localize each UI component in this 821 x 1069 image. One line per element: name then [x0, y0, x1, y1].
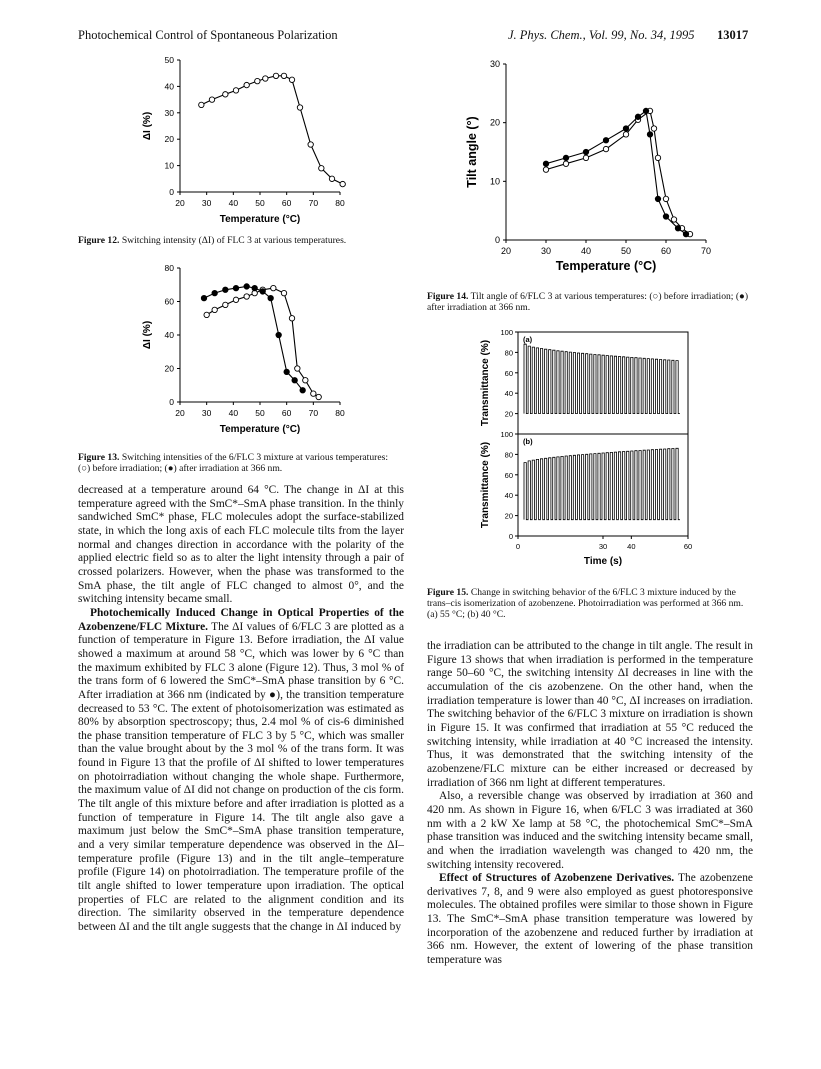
- data-point: [263, 76, 268, 81]
- data-point: [289, 316, 294, 321]
- paragraph: Photochemically Induced Change in Optical Properties of the Azobenzene/FLC Mixture. The ΔI values of 6/FLC 3 are plotted as a function of temperature in Figure 13. Before irradiation, the ΔI value showed a maximum at around 58 °C, which was lower by 6 °C than the maximum exhibited by FLC 3 alone (Figure 12). Thus, 3 mol % of the trans form of 6 lowered the SmC*–SmA phase transition by 6 °C. After irradiation at 366 nm (indicated by ●), the transition temperature decreased to 53 °C. The extent of photoisomerization was estimated as 80% by absorption spectroscopy; thus, 2.4 mol % of cis-6 diminished the phase transition temperature of FLC 3 by 5 °C, which was smaller than the value brought about by the 3 mol % of the trans form. It was found in Figure 13 that the profile of ΔI shifted to lower temperatures on photoirradiation without changing the whole shape. Furthermore, the maximum value of ΔI did not change on production of the cis form. The tilt angle of this mixture before and after irradiation is plotted as a function of temperature in Figure 14. The tilt angle also gave a maximum just below the SmC*–SmA phase transition temperature, and a very similar temperature dependence was observed in the ΔI–temperature profile (Figure 13) and in the tilt angle–temperature profile (Figure 14) on photoirradiation. The temperature profile of the tilt angle shifted to lower temperature upon irradiation. The optical properties of FLC are related to the alignment condition and its direction. The similarity observed in the temperature dependence between ΔI and the tilt angle suggests that the change in ΔI induced by: [78, 606, 405, 933]
- y-axis-label: Tilt angle (°): [465, 116, 479, 188]
- data-point: [329, 176, 334, 181]
- y-tick-label: 40: [504, 491, 513, 501]
- data-point: [271, 285, 276, 290]
- transmittance-trace: [524, 344, 680, 413]
- data-point: [276, 332, 281, 337]
- y-tick-label: 20: [489, 117, 500, 128]
- paragraph: decreased at a temperature around 64 °C. The change in ΔI at this temperature agreed with the SmC*–SmA phase transition. In the thinly sandwiched SmC* phase, FLC molecules adopt the surface-stabilized state, in which the long axis of each FLC molecule tilts from the layer normal and changes direction in accordance with the polarity of the applied electric field so as to alter the light intensity through a pair of crossed polarizers. However, when the phase was transformed to the SmA phase, the tilt angle of FLC changed to almost 0°, and the switching intensity became small.: [78, 484, 404, 606]
- x-tick-label: 70: [308, 408, 319, 418]
- data-point: [297, 105, 302, 110]
- figure-15-caption: Figure 15. Change in switching behavior of the 6/FLC 3 mixture induced by the trans–cis isomerization of azobenzene. Photoirradiation was performed at 366 nm. (a) 55 °C; (b) 40 °C.: [427, 587, 744, 621]
- y-tick-label: 20: [164, 134, 174, 145]
- data-point: [303, 378, 308, 383]
- figure-12-caption: Figure 12. Switching intensity (ΔI) of FLC 3 at various temperatures.: [78, 235, 347, 246]
- x-axis-label: Time (s): [583, 556, 623, 567]
- y-tick-label: 20: [164, 363, 174, 374]
- data-point: [273, 73, 278, 78]
- figure-13-caption: Figure 13. Switching intensities of the 6/FLC 3 mixture at various temperatures: (○) before irradiation; (●) after irradiation at 366 nm.: [78, 452, 388, 475]
- y-axis-label: Transmittance (%): [480, 441, 491, 529]
- y-axis-label: Transmittance (%): [480, 339, 491, 427]
- x-tick-label: 70: [700, 246, 712, 256]
- body-right-column: [427, 640, 753, 968]
- y-tick-label: 100: [500, 430, 513, 439]
- data-point: [223, 287, 228, 292]
- data-point: [340, 181, 345, 186]
- y-tick-label: 40: [164, 330, 174, 340]
- data-point: [199, 102, 204, 107]
- y-tick-label: 80: [164, 263, 174, 273]
- paragraph: the irradiation can be attributed to the change in tilt angle. The result in Figure 13 shows that when irradiation is performed in the temperature range 50–60 °C, the switching intensity ΔI decreases in line with the accumulation of the cis azobenzene. On the other hand, when the irradiation temperature is lower than 40 °C, ΔI increases on irradiation. The switching behavior of the 6/FLC 3 mixture on irradiation is shown in Figure 15. It was confirmed that irradiation at 55 °C reduced the switching intensity, while irradiation at 40 °C increased the intensity. Thus, it was demonstrated that the switching intensity of the azobenzene/FLC mixture can be either increased or decreased by irradiation of 366 nm light at different temperatures.: [427, 640, 753, 789]
- y-tick-label: 0: [508, 532, 513, 541]
- data-point: [233, 88, 238, 93]
- data-point: [204, 312, 209, 317]
- figure-14-caption: Figure 14. Tilt angle of 6/FLC 3 at various temperatures: (○) before irradiation; (●) after irradiation at 366 nm.: [427, 291, 749, 314]
- x-tick-label: 30: [540, 246, 552, 256]
- running-head: Photochemical Control of Spontaneous Polarization: [78, 28, 338, 42]
- data-point: [583, 149, 588, 154]
- x-axis-label: Temperature (°C): [219, 214, 301, 225]
- data-point: [311, 391, 316, 396]
- x-tick-label: 40: [228, 198, 239, 208]
- y-tick-label: 30: [489, 59, 500, 69]
- y-tick-label: 30: [164, 107, 174, 118]
- panel-label: (b): [523, 437, 533, 446]
- data-point: [212, 290, 217, 295]
- figure-15-chart: [470, 324, 720, 582]
- data-point: [316, 394, 321, 399]
- figure-13-chart: [130, 262, 370, 446]
- data-point: [244, 82, 249, 87]
- y-tick-label: 50: [164, 55, 174, 65]
- data-point: [603, 146, 608, 151]
- data-point: [281, 73, 286, 78]
- data-point: [244, 294, 249, 299]
- y-tick-label: 40: [504, 389, 513, 399]
- data-point: [300, 388, 305, 393]
- data-point: [543, 167, 548, 172]
- x-tick-label: 50: [620, 246, 632, 256]
- y-tick-label: 40: [164, 81, 174, 92]
- x-tick-label: 60: [281, 408, 292, 418]
- x-tick-label: 80: [335, 408, 345, 418]
- data-point: [233, 285, 238, 290]
- data-point: [284, 369, 289, 374]
- x-tick-label: 30: [201, 408, 212, 418]
- data-point: [635, 114, 640, 119]
- x-tick-label: 20: [500, 246, 512, 256]
- x-tick-label: 70: [308, 198, 319, 208]
- y-tick-label: 80: [504, 450, 513, 460]
- data-point: [663, 196, 668, 201]
- y-tick-label: 80: [504, 348, 513, 358]
- data-point: [623, 126, 628, 131]
- y-tick-label: 20: [504, 511, 513, 521]
- data-point: [603, 138, 608, 143]
- x-tick-label: 80: [335, 198, 345, 208]
- panel-frame: [518, 332, 688, 434]
- y-tick-label: 60: [504, 368, 513, 378]
- data-point: [252, 285, 257, 290]
- data-point: [663, 214, 668, 219]
- page-number: 13017: [717, 28, 749, 42]
- data-point: [643, 108, 648, 113]
- x-tick-label: 30: [598, 542, 608, 551]
- panel-frame: [518, 434, 688, 536]
- y-tick-label: 100: [500, 328, 513, 337]
- data-point: [651, 126, 656, 131]
- data-point: [683, 231, 688, 236]
- data-point: [223, 92, 228, 97]
- x-axis-label: Temperature (°C): [555, 259, 657, 273]
- x-tick-label: 60: [683, 542, 693, 551]
- data-point: [289, 77, 294, 82]
- data-point: [655, 196, 660, 201]
- y-axis-label: ΔI (%): [142, 111, 153, 141]
- data-point: [655, 155, 660, 160]
- data-point: [268, 295, 273, 300]
- data-point: [260, 289, 265, 294]
- x-tick-label: 40: [627, 542, 636, 551]
- x-tick-label: 40: [580, 246, 592, 256]
- x-tick-label: 60: [281, 198, 292, 208]
- paragraph: Also, a reversible change was observed by irradiation at 360 and 420 nm. As shown in Figure 16, when 6/FLC 3 was irradiated at 360 nm with a 2 kW Xe lamp at 58 °C, the photochemical SmC*–SmA phase transition was induced and the switching intensity became small, and when the irradiation wavelength was changed to 420 nm, the switching intensity recovered.: [427, 790, 753, 871]
- section-heading: Effect of Structures of Azobenzene Derivatives.: [439, 872, 675, 885]
- data-point: [583, 155, 588, 160]
- data-point: [563, 161, 568, 166]
- data-point: [319, 166, 324, 171]
- figure-12-chart: [130, 52, 370, 230]
- y-tick-label: 10: [164, 160, 174, 171]
- journal-citation: J. Phys. Chem., Vol. 99, No. 34, 1995: [508, 28, 695, 42]
- data-point: [308, 142, 313, 147]
- data-point: [295, 366, 300, 371]
- y-tick-label: 0: [494, 235, 500, 245]
- x-tick-label: 50: [255, 408, 265, 418]
- x-axis-label: Temperature (°C): [219, 424, 301, 435]
- x-tick-label: 40: [228, 408, 239, 418]
- y-tick-label: 10: [489, 176, 500, 187]
- y-axis-label: ΔI (%): [142, 320, 153, 350]
- data-point: [543, 161, 548, 166]
- data-point: [212, 307, 217, 312]
- data-point: [675, 226, 680, 231]
- body-left-column: [78, 484, 404, 935]
- data-point: [671, 217, 676, 222]
- data-point: [244, 284, 249, 289]
- x-tick-label: 50: [255, 198, 265, 208]
- y-tick-label: 60: [504, 470, 513, 480]
- data-point: [623, 132, 628, 137]
- transmittance-trace: [524, 448, 680, 519]
- y-tick-label: 20: [504, 409, 513, 419]
- data-point: [255, 78, 260, 83]
- x-tick-label: 30: [201, 198, 212, 208]
- data-point: [647, 132, 652, 137]
- paragraph: Effect of Structures of Azobenzene Derivatives. The azobenzene derivatives 7, 8, and 9 were also employed as guest photoresponsive molecules. The obtained profiles were similar to those shown in Figure 13. The SmC*–SmA phase transition temperature was lowered by incorporation of the azobenzene and reduced further by irradiation at 366 nm. However, the extent of lowering of the phase transition temperature was: [427, 872, 753, 967]
- section-heading: Photochemically Induced Change in Optical Properties of the Azobenzene/FLC Mixture.: [78, 606, 404, 633]
- x-tick-label: 0: [515, 542, 521, 551]
- data-point: [223, 302, 228, 307]
- data-point: [281, 290, 286, 295]
- x-tick-label: 20: [175, 408, 185, 418]
- y-tick-label: 0: [169, 187, 174, 197]
- y-tick-label: 60: [164, 296, 174, 307]
- data-point: [233, 297, 238, 302]
- x-tick-label: 60: [660, 246, 672, 256]
- data-point: [209, 97, 214, 102]
- data-point: [292, 378, 297, 383]
- data-point: [201, 295, 206, 300]
- data-point: [563, 155, 568, 160]
- figure-14-chart: [450, 52, 730, 286]
- y-tick-label: 0: [169, 397, 174, 407]
- panel-label: (a): [523, 335, 533, 344]
- x-tick-label: 20: [175, 198, 185, 208]
